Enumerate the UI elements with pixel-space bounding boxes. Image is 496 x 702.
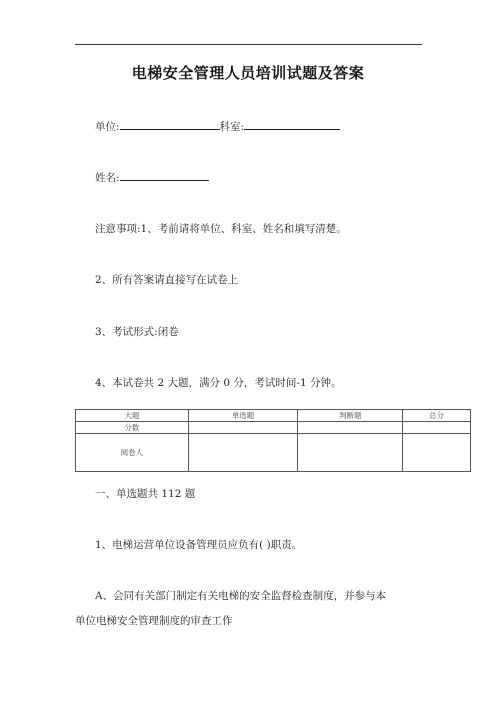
score-table: [75, 409, 471, 472]
notice-2: 2、所有答案请直接写在试卷上: [95, 274, 239, 286]
question-1-option-a-cont: 单位电梯安全管理制度的审查工作: [75, 615, 233, 627]
grader-row-label: 阅卷人: [76, 434, 189, 472]
notice-4: 4、本试卷共 2 大题，满分 0 分，考试时间-1 分钟。: [95, 377, 342, 389]
notice-1: 注意事项:1、考前请将单位、科室、姓名和填写清楚。: [95, 223, 347, 235]
score-cell[interactable]: [188, 422, 298, 434]
unit-dept-line: [95, 119, 340, 134]
unit-label: 单位:: [95, 121, 120, 133]
dept-field[interactable]: [244, 119, 340, 130]
section-heading: 一、单选题共 112 题: [95, 488, 196, 500]
grader-cell[interactable]: [403, 434, 471, 472]
score-table-header-row: [76, 410, 471, 422]
dept-label: 科室:: [219, 121, 245, 133]
header-rule: [75, 44, 422, 45]
header-total: 总分: [403, 410, 471, 422]
name-field[interactable]: [120, 170, 209, 181]
name-line: [95, 170, 209, 185]
question-1: 1、电梯运营单位设备管理员应负有( )职责。: [95, 539, 303, 551]
score-cell[interactable]: [403, 422, 471, 434]
header-section: 大题: [76, 410, 189, 422]
score-cell[interactable]: [298, 422, 403, 434]
page-title: 电梯安全管理人员培训试题及答案: [131, 64, 365, 82]
header-true-false: 判断题: [298, 410, 403, 422]
notice-3: 3、考试形式:闭卷: [95, 326, 179, 338]
grader-row: [76, 434, 471, 472]
unit-field[interactable]: [120, 119, 220, 130]
name-label: 姓名:: [95, 172, 120, 184]
score-row-label: 分数: [76, 422, 189, 434]
grader-cell[interactable]: [188, 434, 298, 472]
question-1-option-a: A、会同有关部门制定有关电梯的安全监督检查制度，并参与本: [95, 590, 387, 602]
header-single-choice: 单选题: [188, 410, 298, 422]
grader-cell[interactable]: [298, 434, 403, 472]
score-row: [76, 422, 471, 434]
